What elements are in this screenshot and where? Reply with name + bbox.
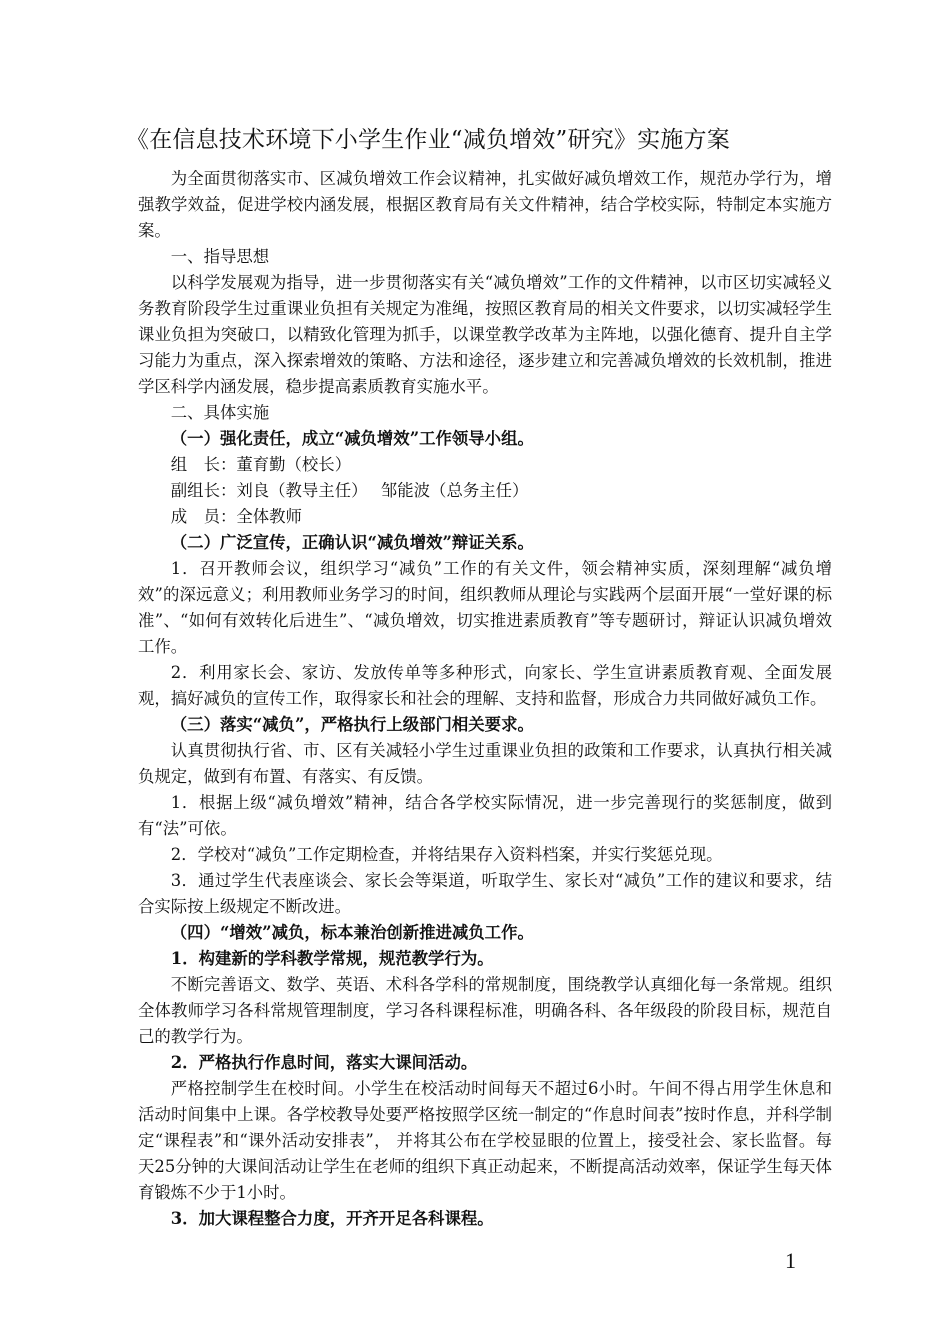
body-paragraph: 不断完善语文、数学、英语、术科各学科的常规制度，围绕教学认真细化每一条常规。组织全体教师学习各科常规管理制度，学习各科课程标准，明确各科、各年级段的阶段目标，规范自己的教学行为。 — [138, 975, 832, 1046]
section-heading: （三）落实“减负”，严格执行上级部门相关要求。 — [170, 715, 534, 734]
body-paragraph: 3．通过学生代表座谈会、家长会等渠道，听取学生、家长对“减负”工作的建议和要求，结合实际按上级规定不断改进。 — [138, 871, 832, 916]
section-heading: 2．严格执行作息时间，落实大课间活动。 — [170, 1053, 478, 1072]
body-paragraph: 组 长：董育勤（校长） — [170, 455, 352, 474]
section-heading: （四）“增效”减负，标本兼治创新推进减负工作。 — [170, 923, 534, 942]
page-number: 1 — [785, 1248, 796, 1273]
body-paragraph: 成 员：全体教师 — [170, 507, 302, 526]
section-heading: 1．构建新的学科教学常规，规范教学行为。 — [170, 949, 494, 968]
section-heading: （二）广泛宣传，正确认识“减负增效”辩证关系。 — [170, 533, 534, 552]
body-paragraph: 以科学发展观为指导，进一步贯彻落实有关“减负增效”工作的文件精神，以市区切实减轻义务教育阶段学生过重课业负担有关规定为准绳，按照区教育局的相关文件要求，以切实减轻学生课业负担为突破口，以精致化管理为抓手，以课堂教学改革为主阵地，以强化德育、提升自主学习能力为重点，深入探索增效的策略、方法和途径，逐步建立和完善减负增效的长效机制，推进学区科学内涵发展，稳步提高素质教育实施水平。 — [138, 273, 832, 396]
body-paragraph: 2．学校对“减负”工作定期检查，并将结果存入资料档案，并实行奖惩兑现。 — [170, 845, 723, 864]
body-paragraph: 严格控制学生在校时间。小学生在校活动时间每天不超过6小时。午间不得占用学生休息和活动时间集中上课。各学校教导处要严格按照学区统一制定的“作息时间表”按时作息，并科学制定“课程表”和“课外活动安排表”， 并将其公布在学校显眼的位置上，接受社会、家长监督。每天25分钟的大课间活动让学生在老师的组织下真正动起来，不断提高活动效率，保证学生每天体育锻炼不少于1小时。 — [138, 1079, 832, 1202]
body-paragraph: 二、具体实施 — [170, 403, 270, 422]
body-paragraph: 1．根据上级“减负增效”精神，结合各学校实际情况，进一步完善现行的奖惩制度，做到有“法”可依。 — [138, 793, 832, 838]
section-heading: （一）强化责任，成立“减负增效”工作领导小组。 — [170, 429, 534, 448]
body-paragraph: 一、指导思想 — [170, 247, 270, 266]
body-paragraph: 2．利用家长会、家访、发放传单等多种形式，向家长、学生宣讲素质教育观、全面发展观，搞好减负的宣传工作，取得家长和社会的理解、支持和监督，形成合力共同做好减负工作。 — [138, 663, 832, 708]
document-body — [126, 122, 832, 1232]
paragraph-list — [138, 166, 832, 1232]
section-heading: 3．加大课程整合力度，开齐开足各科课程。 — [170, 1209, 494, 1228]
body-paragraph: 认真贯彻执行省、市、区有关减轻小学生过重课业负担的政策和工作要求，认真执行相关减负规定，做到有布置、有落实、有反馈。 — [138, 741, 832, 786]
body-paragraph: 为全面贯彻落实市、区减负增效工作会议精神，扎实做好减负增效工作，规范办学行为，增强教学效益，促进学校内涵发展，根据区教育局有关文件精神，结合学校实际，特制定本实施方案。 — [138, 169, 832, 240]
body-paragraph: 1．召开教师会议，组织学习“减负”工作的有关文件，领会精神实质，深刻理解“减负增效”的深远意义；利用教师业务学习的时间，组织教师从理论与实践两个层面开展“一堂好课的标准”、“如何有效转化后进生”、“减负增效，切实推进素质教育”等专题研讨，辩证认识减负增效工作。 — [138, 559, 832, 656]
body-paragraph: 副组长：刘良（教导主任） 邹能波（总务主任） — [170, 481, 529, 500]
document-title: 《在信息技术环境下小学生作业“减负增效”研究》实施方案 — [126, 127, 730, 153]
